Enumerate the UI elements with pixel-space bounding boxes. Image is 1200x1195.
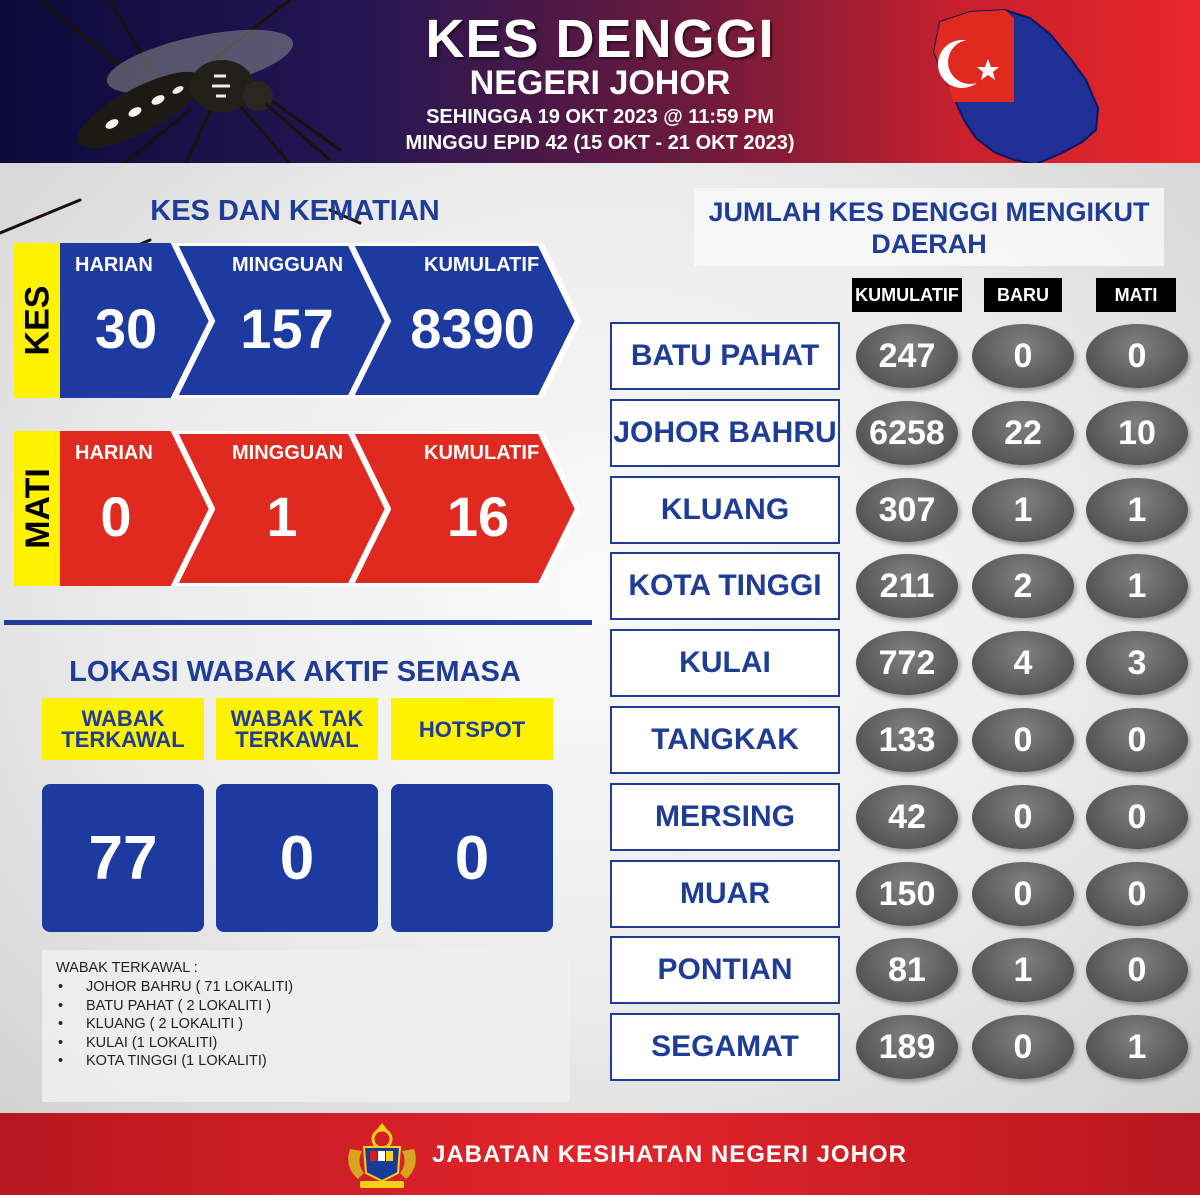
list-item: • KULAI (1 LOKALITI) <box>58 1034 218 1051</box>
value-mati: 1 <box>1086 1015 1188 1079</box>
value-kumulatif: 247 <box>856 324 958 388</box>
hotspot-label: HOTSPOT <box>391 698 553 760</box>
value-kumulatif: 42 <box>856 785 958 849</box>
value-baru: 0 <box>972 785 1074 849</box>
mati-value-kumulatif: 16 <box>446 485 510 548</box>
district-name: KOTA TINGGI <box>610 552 840 620</box>
column-header-kumulatif: KUMULATIF <box>852 278 962 312</box>
value-kumulatif: 189 <box>856 1015 958 1079</box>
district-name: MUAR <box>610 860 840 928</box>
header-banner <box>0 0 1200 163</box>
kes-value-harian: 30 <box>94 297 158 360</box>
footer-text: JABATAN KESIHATAN NEGERI JOHOR <box>432 1141 907 1168</box>
section-divider <box>4 620 592 625</box>
kes-kematian-title: KES DAN KEMATIAN <box>150 195 440 227</box>
value-mati: 0 <box>1086 708 1188 772</box>
value-kumulatif: 6258 <box>856 401 958 465</box>
value-mati: 0 <box>1086 785 1188 849</box>
hotspot-value: 0 <box>391 784 553 932</box>
value-kumulatif: 150 <box>856 862 958 926</box>
list-item: • BATU PAHAT ( 2 LOKALITI ) <box>58 997 272 1014</box>
wabak-tak-terkawal-label: WABAK TAK TERKAWAL <box>216 698 378 760</box>
value-kumulatif: 133 <box>856 708 958 772</box>
district-name: KULAI <box>610 629 840 697</box>
list-item: • JOHOR BAHRU ( 71 LOKALITI) <box>58 979 294 995</box>
value-baru: 0 <box>972 324 1074 388</box>
value-baru: 2 <box>972 554 1074 618</box>
value-baru: 1 <box>972 938 1074 1002</box>
district-name: TANGKAK <box>610 706 840 774</box>
wabak-terkawal-label: WABAK TERKAWAL <box>42 698 204 760</box>
page-subtitle: NEGERI JOHOR <box>469 64 731 102</box>
value-baru: 0 <box>972 862 1074 926</box>
kes-heading-kumulatif: KUMULATIF <box>424 254 540 276</box>
district-name: JOHOR BAHRU <box>610 399 840 467</box>
kes-value-mingguan: 157 <box>240 297 334 360</box>
wabak-tak-terkawal-value: 0 <box>216 784 378 932</box>
value-mati: 1 <box>1086 554 1188 618</box>
value-mati: 1 <box>1086 478 1188 542</box>
as-of-date: SEHINGGA 19 OKT 2023 @ 11:59 PM <box>426 106 774 128</box>
wabak-title: LOKASI WABAK AKTIF SEMASA <box>69 656 521 688</box>
johor-map-flag-icon <box>910 4 1110 163</box>
mati-heading-kumulatif: KUMULATIF <box>424 442 540 464</box>
value-kumulatif: 211 <box>856 554 958 618</box>
value-baru: 22 <box>972 401 1074 465</box>
value-mati: 0 <box>1086 938 1188 1002</box>
epid-week: MINGGU EPID 42 (15 OKT - 21 OKT 2023) <box>405 132 795 154</box>
wabak-notes <box>42 950 570 1102</box>
value-mati: 3 <box>1086 631 1188 695</box>
malaysia-crest-icon <box>340 1119 424 1191</box>
kes-row-label: KES <box>14 243 62 398</box>
notes-heading: WABAK TERKAWAL : <box>56 960 198 976</box>
value-baru: 0 <box>972 708 1074 772</box>
kes-heading-mingguan: MINGGUAN <box>232 254 344 276</box>
kes-value-kumulatif: 8390 <box>410 297 535 360</box>
value-kumulatif: 81 <box>856 938 958 1002</box>
mati-heading-harian: HARIAN <box>75 442 153 464</box>
daerah-title: JUMLAH KES DENGGI MENGIKUT DAERAH <box>708 197 1150 259</box>
value-kumulatif: 307 <box>856 478 958 542</box>
list-item: • KLUANG ( 2 LOKALITI ) <box>58 1016 244 1032</box>
district-name: SEGAMAT <box>610 1013 840 1081</box>
value-mati: 10 <box>1086 401 1188 465</box>
mati-row-label: MATI <box>14 431 62 586</box>
wabak-terkawal-value: 77 <box>42 784 204 932</box>
page-title: KES DENGGI <box>425 9 775 69</box>
district-name: BATU PAHAT <box>610 322 840 390</box>
district-name: KLUANG <box>610 476 840 544</box>
mati-value-harian: 0 <box>100 485 132 548</box>
value-baru: 4 <box>972 631 1074 695</box>
footer <box>0 1113 1200 1195</box>
column-header-mati: MATI <box>1096 278 1176 312</box>
kes-heading-harian: HARIAN <box>75 254 153 276</box>
mati-value-mingguan: 1 <box>266 485 298 548</box>
district-name: MERSING <box>610 783 840 851</box>
column-header-baru: BARU <box>984 278 1062 312</box>
value-kumulatif: 772 <box>856 631 958 695</box>
list-item: • KOTA TINGGI (1 LOKALITI) <box>58 1053 267 1069</box>
district-name: PONTIAN <box>610 936 840 1004</box>
value-mati: 0 <box>1086 324 1188 388</box>
mati-heading-mingguan: MINGGUAN <box>232 442 344 464</box>
value-baru: 0 <box>972 1015 1074 1079</box>
value-baru: 1 <box>972 478 1074 542</box>
value-mati: 0 <box>1086 862 1188 926</box>
